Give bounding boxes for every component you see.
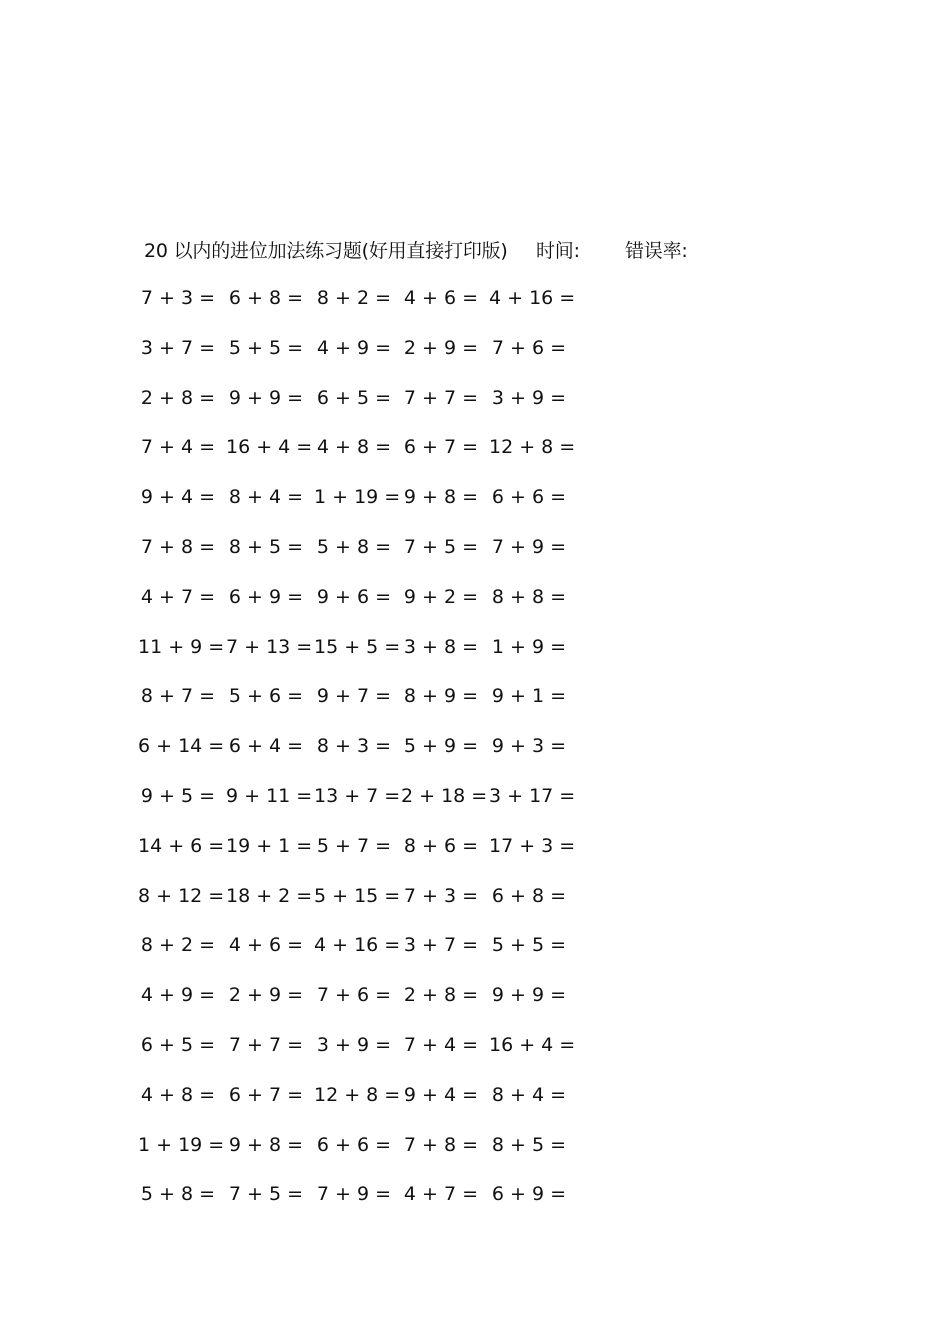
problem-item: 5 + 7 =	[316, 834, 392, 857]
problem-item: 4 + 7 =	[140, 585, 216, 608]
problem-item: 6 + 9 =	[228, 585, 304, 608]
problem-item: 3 + 9 =	[491, 386, 567, 409]
problem-item: 7 + 9 =	[491, 535, 567, 558]
problem-item: 4 + 16 =	[489, 287, 576, 309]
problem-item: 17 + 3 =	[489, 834, 576, 857]
problem-item: 9 + 3 =	[491, 735, 567, 758]
problem-item: 7 + 7 =	[228, 1033, 304, 1056]
problem-item: 9 + 7 =	[316, 685, 392, 708]
problem-item: 2 + 8 =	[403, 984, 479, 1007]
problem-item: 9 + 9 =	[491, 984, 567, 1007]
problem-item: 8 + 7 =	[140, 685, 216, 708]
problem-item: 9 + 1 =	[491, 685, 567, 708]
problem-item: 6 + 4 =	[228, 735, 304, 758]
problem-item: 3 + 7 =	[140, 336, 216, 359]
problem-item: 4 + 16 =	[314, 934, 401, 957]
problem-item: 6 + 7 =	[403, 436, 479, 459]
problem-item: 18 + 2 =	[226, 884, 313, 907]
problem-item: 8 + 8 =	[491, 585, 567, 608]
problem-item: 4 + 7 =	[403, 1183, 479, 1206]
problem-item: 7 + 4 =	[140, 436, 216, 459]
problem-item: 11 + 9 =	[138, 635, 225, 658]
problem-item: 6 + 6 =	[491, 486, 567, 509]
problem-item: 8 + 12 =	[138, 884, 225, 907]
worksheet-header	[144, 236, 688, 263]
problem-item: 3 + 9 =	[316, 1033, 392, 1056]
problem-item: 12 + 8 =	[314, 1083, 401, 1106]
problem-item: 4 + 6 =	[403, 287, 479, 309]
problem-item: 9 + 8 =	[403, 486, 479, 509]
problem-item: 5 + 8 =	[316, 535, 392, 558]
problem-item: 1 + 19 =	[314, 486, 401, 509]
problem-item: 7 + 6 =	[491, 336, 567, 359]
problem-item: 8 + 4 =	[491, 1083, 567, 1106]
problem-item: 3 + 8 =	[403, 635, 479, 658]
problem-item: 4 + 8 =	[140, 1083, 216, 1106]
problem-item: 8 + 5 =	[228, 535, 304, 558]
problem-item: 8 + 9 =	[403, 685, 479, 708]
problem-item: 8 + 6 =	[403, 834, 479, 857]
problem-item: 8 + 4 =	[228, 486, 304, 509]
problem-item: 9 + 4 =	[140, 486, 216, 509]
problem-item: 7 + 5 =	[403, 535, 479, 558]
problem-item: 7 + 13 =	[226, 635, 313, 658]
problem-item: 8 + 2 =	[316, 287, 392, 309]
problem-item: 8 + 3 =	[316, 735, 392, 758]
problem-item: 5 + 15 =	[314, 884, 401, 907]
problem-item: 8 + 5 =	[491, 1133, 567, 1156]
problem-item: 7 + 3 =	[140, 287, 216, 309]
problem-item: 13 + 7 =	[314, 784, 401, 807]
problem-item: 7 + 8 =	[140, 535, 216, 558]
problem-item: 5 + 6 =	[228, 685, 304, 708]
problem-item: 6 + 5 =	[140, 1033, 216, 1056]
problem-item: 4 + 8 =	[316, 436, 392, 459]
error-rate-label: 错误率:	[625, 240, 688, 262]
problem-item: 16 + 4 =	[489, 1033, 576, 1056]
problem-item: 3 + 17 =	[489, 784, 576, 807]
problem-item: 9 + 8 =	[228, 1133, 304, 1156]
problem-item: 9 + 2 =	[403, 585, 479, 608]
problem-item: 14 + 6 =	[138, 834, 225, 857]
problem-item: 6 + 6 =	[316, 1133, 392, 1156]
problem-item: 6 + 8 =	[491, 884, 567, 907]
problem-item: 5 + 5 =	[228, 336, 304, 359]
problem-item: 9 + 9 =	[228, 386, 304, 409]
problem-item: 19 + 1 =	[226, 834, 313, 857]
problem-item: 9 + 4 =	[403, 1083, 479, 1106]
problem-item: 15 + 5 =	[314, 635, 401, 658]
problem-item: 7 + 7 =	[403, 386, 479, 409]
problem-item: 4 + 9 =	[316, 336, 392, 359]
problem-item: 4 + 9 =	[140, 984, 216, 1007]
problem-item: 5 + 8 =	[140, 1183, 216, 1206]
problem-item: 3 + 7 =	[403, 934, 479, 957]
problem-item: 7 + 9 =	[316, 1183, 392, 1206]
problem-item: 7 + 6 =	[316, 984, 392, 1007]
worksheet-title: 20 以内的进位加法练习题(好用直接打印版)	[144, 240, 508, 262]
problem-item: 6 + 7 =	[228, 1083, 304, 1106]
problem-item: 6 + 14 =	[138, 735, 225, 758]
problem-item: 7 + 5 =	[228, 1183, 304, 1206]
problem-item: 12 + 8 =	[489, 436, 576, 459]
problem-item: 8 + 2 =	[140, 934, 216, 957]
problem-item: 2 + 9 =	[228, 984, 304, 1007]
problem-item: 6 + 5 =	[316, 386, 392, 409]
problem-item: 7 + 8 =	[403, 1133, 479, 1156]
problem-item: 5 + 5 =	[491, 934, 567, 957]
problem-item: 16 + 4 =	[226, 436, 313, 459]
problem-item: 2 + 9 =	[403, 336, 479, 359]
problem-item: 2 + 8 =	[140, 386, 216, 409]
problem-item: 9 + 5 =	[140, 784, 216, 807]
problem-item: 7 + 4 =	[403, 1033, 479, 1056]
problem-item: 7 + 3 =	[403, 884, 479, 907]
problem-item: 6 + 8 =	[228, 287, 304, 309]
time-label: 时间:	[536, 240, 580, 262]
problem-item: 1 + 9 =	[491, 635, 567, 658]
problem-item: 2 + 18 =	[401, 784, 488, 807]
problem-item: 9 + 11 =	[226, 784, 313, 807]
problem-item: 5 + 9 =	[403, 735, 479, 758]
problem-item: 4 + 6 =	[228, 934, 304, 957]
problem-item: 6 + 9 =	[491, 1183, 567, 1206]
problem-item: 9 + 6 =	[316, 585, 392, 608]
problem-item: 1 + 19 =	[138, 1133, 225, 1156]
